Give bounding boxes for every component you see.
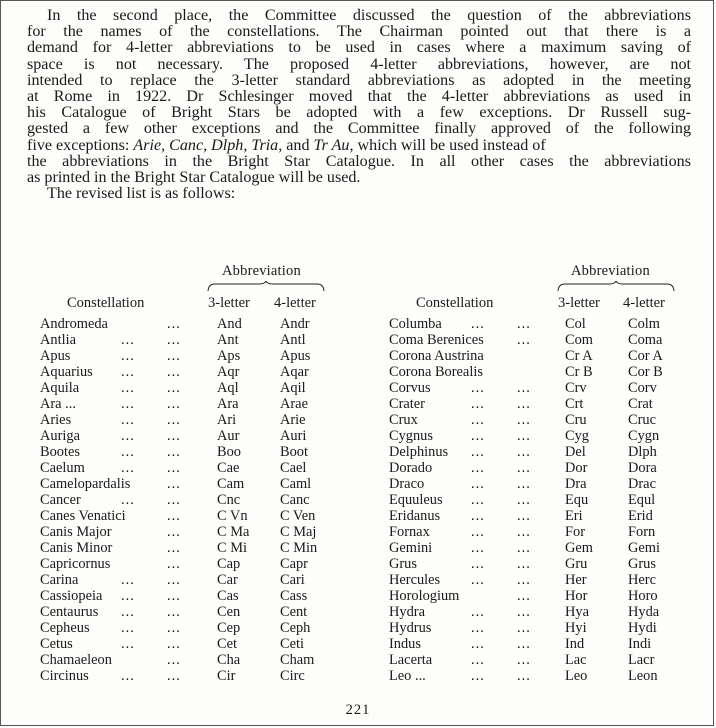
leader-dots: ... — [167, 396, 181, 412]
text-line: as printed in the Bright Star Catalogue will be used. — [27, 169, 361, 187]
leader-dots: ... — [517, 652, 531, 668]
four-letter-abbr: Forn — [628, 524, 656, 540]
leader-dots: ... — [471, 428, 485, 444]
leader-dots: ... — [471, 540, 485, 556]
constellation-name: Grus — [389, 556, 417, 572]
leader-dots: ... — [517, 668, 531, 684]
constellation-name: Caelum — [40, 460, 85, 476]
three-letter-abbr: Car — [217, 572, 238, 588]
leader-dots: ... — [167, 364, 181, 380]
constellation-name: Corona Borealis — [389, 364, 483, 380]
table-row — [351, 620, 715, 636]
leader-dots: ... — [167, 620, 181, 636]
three-letter-abbr: Cae — [217, 460, 240, 476]
leader-dots: ... — [121, 572, 135, 588]
three-letter-abbr: C Vn — [217, 508, 248, 524]
four-letter-abbr: Cor A — [628, 348, 663, 364]
leader-dots: ... — [471, 668, 485, 684]
constellation-name: Ara ... — [40, 396, 76, 412]
table-row — [351, 460, 715, 476]
three-letter-abbr: Cam — [217, 476, 245, 492]
constellation-name: Equuleus — [389, 492, 443, 508]
four-letter-abbr: Dora — [628, 460, 657, 476]
three-letter-abbr: Boo — [217, 444, 241, 460]
leader-dots: ... — [517, 428, 531, 444]
table-row — [1, 460, 351, 476]
three-letter-abbr: Hya — [565, 604, 589, 620]
three-letter-abbr: Eri — [565, 508, 583, 524]
four-letter-abbr: Hydi — [628, 620, 657, 636]
four-letter-abbr: Colm — [628, 316, 660, 332]
constellation-name: Canes Venatici — [40, 508, 126, 524]
three-letter-abbr: Col — [565, 316, 586, 332]
leader-dots: ... — [517, 620, 531, 636]
four-letter-abbr: Ceti — [280, 636, 304, 652]
table-row — [351, 636, 715, 652]
constellation-name: Circinus — [40, 668, 89, 684]
constellation-name: Lacerta — [389, 652, 433, 668]
table-row — [1, 444, 351, 460]
three-letter-abbr: Crt — [565, 396, 584, 412]
three-letter-abbr: Cnc — [217, 492, 241, 508]
four-letter-abbr: Leon — [628, 668, 658, 684]
four-letter-header-right: 4-letter — [623, 295, 665, 311]
table-row — [1, 668, 351, 684]
constellation-name: Hydra — [389, 604, 425, 620]
three-letter-abbr: Com — [565, 332, 593, 348]
text-line: intended to replace the 3-letter standard abbreviations as adopted in the meeting — [27, 71, 691, 89]
abbreviation-header-right: Abbreviation — [571, 263, 650, 279]
leader-dots: ... — [121, 412, 135, 428]
leader-dots: ... — [167, 476, 181, 492]
constellation-name: Auriga — [40, 428, 80, 444]
leader-dots: ... — [167, 572, 181, 588]
table-row — [1, 636, 351, 652]
leader-dots: ... — [167, 556, 181, 572]
table-row — [351, 364, 715, 380]
brace-left — [207, 281, 325, 291]
text-line: In the second place, the Committee discussed the question of the abbreviations — [47, 7, 691, 24]
leader-dots: ... — [167, 604, 181, 620]
three-letter-abbr: Hyi — [565, 620, 587, 636]
three-letter-abbr: Crv — [565, 380, 587, 396]
table-row — [351, 316, 715, 332]
table-row — [1, 572, 351, 588]
leader-dots: ... — [471, 636, 485, 652]
table-row — [1, 380, 351, 396]
table-row — [1, 332, 351, 348]
four-letter-abbr: Drac — [628, 476, 656, 492]
leader-dots: ... — [121, 332, 135, 348]
four-letter-abbr: Gemi — [628, 540, 660, 556]
constellation-name: Crater — [389, 396, 425, 412]
leader-dots: ... — [471, 508, 485, 524]
three-letter-abbr: Aqr — [217, 364, 240, 380]
four-letter-abbr: Horo — [628, 588, 658, 604]
text-line: space is not necessary. The proposed 4-letter abbreviations, however, are not — [27, 55, 691, 73]
constellation-name: Cygnus — [389, 428, 433, 444]
table-row — [351, 412, 715, 428]
constellation-name: Draco — [389, 476, 425, 492]
four-letter-abbr: Arae — [280, 396, 308, 412]
table-row — [351, 492, 715, 508]
three-letter-abbr: Cr A — [565, 348, 593, 364]
table-row — [351, 396, 715, 412]
three-letter-abbr: Cen — [217, 604, 241, 620]
leader-dots: ... — [517, 524, 531, 540]
constellation-name: Coma Berenices — [389, 332, 484, 348]
leader-dots: ... — [167, 428, 181, 444]
leader-dots: ... — [121, 396, 135, 412]
leader-dots: ... — [121, 588, 135, 604]
leader-dots: ... — [517, 444, 531, 460]
leader-dots: ... — [121, 668, 135, 684]
leader-dots: ... — [167, 524, 181, 540]
four-letter-abbr: Cent — [280, 604, 308, 620]
leader-dots: ... — [517, 476, 531, 492]
constellation-name: Eridanus — [389, 508, 441, 524]
four-letter-abbr: Cael — [280, 460, 307, 476]
four-letter-abbr: Andr — [280, 316, 310, 332]
leader-dots: ... — [517, 396, 531, 412]
constellation-name: Fornax — [389, 524, 430, 540]
table-row — [351, 556, 715, 572]
leader-dots: ... — [517, 380, 531, 396]
three-letter-abbr: Equ — [565, 492, 589, 508]
four-letter-abbr: Coma — [628, 332, 663, 348]
constellation-name: Indus — [389, 636, 421, 652]
table-row — [351, 428, 715, 444]
four-letter-abbr: Cygn — [628, 428, 660, 444]
text-line: demand for 4-letter abbreviations to be used in cases where a maximum saving of — [27, 39, 691, 57]
four-letter-abbr: Cass — [280, 588, 308, 604]
leader-dots: ... — [517, 332, 531, 348]
three-letter-abbr: Ara — [217, 396, 239, 412]
three-letter-abbr: For — [565, 524, 585, 540]
constellation-name: Corona Austrina — [389, 348, 484, 364]
table-row — [351, 604, 715, 620]
four-letter-abbr: Lacr — [628, 652, 655, 668]
constellation-name: Aries — [40, 412, 72, 428]
leader-dots: ... — [167, 380, 181, 396]
four-letter-abbr: Capr — [280, 556, 308, 572]
four-letter-abbr: Caml — [280, 476, 312, 492]
constellation-name: Carina — [40, 572, 79, 588]
three-letter-abbr: Cir — [217, 668, 236, 684]
table-row — [1, 428, 351, 444]
leader-dots: ... — [471, 444, 485, 460]
constellation-name: Apus — [40, 348, 71, 364]
table-row — [351, 588, 715, 604]
four-letter-abbr: Dlph — [628, 444, 657, 460]
constellation-name: Aquila — [40, 380, 80, 396]
constellation-name: Crux — [389, 412, 418, 428]
table-row — [1, 396, 351, 412]
constellation-table-right — [351, 316, 715, 684]
table-row — [351, 444, 715, 460]
text-fragment: five exceptions: — [27, 136, 134, 154]
leader-dots: ... — [517, 572, 531, 588]
leader-dots: ... — [471, 620, 485, 636]
leader-dots: ... — [121, 348, 135, 364]
three-letter-abbr: Cru — [565, 412, 587, 428]
three-letter-abbr: Her — [565, 572, 587, 588]
leader-dots: ... — [517, 508, 531, 524]
leader-dots: ... — [167, 588, 181, 604]
three-letter-abbr: Cet — [217, 636, 237, 652]
constellation-name: Leo ... — [389, 668, 426, 684]
constellation-name: Cetus — [40, 636, 73, 652]
leader-dots: ... — [121, 636, 135, 652]
leader-dots: ... — [471, 572, 485, 588]
three-letter-abbr: Dor — [565, 460, 588, 476]
three-letter-abbr: Ind — [565, 636, 585, 652]
leader-dots: ... — [121, 460, 135, 476]
four-letter-abbr: Grus — [628, 556, 656, 572]
constellation-name: Horologium — [389, 588, 460, 604]
four-letter-abbr: Cham — [280, 652, 315, 668]
text-line-exceptions — [27, 138, 691, 154]
four-letter-abbr: C Ven — [280, 508, 316, 524]
leader-dots: ... — [121, 444, 135, 460]
constellation-header-right: Constellation — [416, 295, 494, 311]
revised-intro: The revised list is as follows: — [47, 185, 236, 203]
constellation-name: Cepheus — [40, 620, 90, 636]
three-letter-abbr: Cyg — [565, 428, 589, 444]
leader-dots: ... — [517, 604, 531, 620]
constellation-name: Corvus — [389, 380, 431, 396]
leader-dots: ... — [517, 460, 531, 476]
table-row — [1, 588, 351, 604]
leader-dots: ... — [471, 476, 485, 492]
constellation-name: Canis Major — [40, 524, 112, 540]
four-letter-abbr: Erid — [628, 508, 653, 524]
four-letter-abbr: Cruc — [628, 412, 656, 428]
table-row — [351, 652, 715, 668]
leader-dots: ... — [121, 604, 135, 620]
constellation-name: Antlia — [40, 332, 76, 348]
table-row — [351, 476, 715, 492]
constellation-name: Bootes — [40, 444, 80, 460]
table-row — [351, 524, 715, 540]
four-letter-abbr: C Maj — [280, 524, 317, 540]
three-letter-abbr: Gru — [565, 556, 588, 572]
table-row — [1, 540, 351, 556]
leader-dots: ... — [167, 508, 181, 524]
four-letter-abbr: Circ — [280, 668, 305, 684]
leader-dots: ... — [121, 492, 135, 508]
three-letter-abbr: Ant — [217, 332, 239, 348]
leader-dots: ... — [517, 556, 531, 572]
four-letter-abbr: Indi — [628, 636, 652, 652]
body-paragraph — [27, 8, 691, 202]
text-line: the abbreviations in the Bright Star Catalogue. In all other cases the abbreviations — [27, 152, 691, 170]
table-row — [1, 492, 351, 508]
leader-dots: ... — [167, 540, 181, 556]
three-letter-abbr: Cep — [217, 620, 241, 636]
constellation-name: Canis Minor — [40, 540, 113, 556]
leader-dots: ... — [121, 380, 135, 396]
constellation-name: Gemini — [389, 540, 433, 556]
text-line: his Catalogue of Bright Stars be adopted with a few exceptions. Dr Russell sug- — [27, 104, 691, 122]
text-line: for the names of the constellations. The Chairman pointed out that there is a — [27, 23, 691, 41]
table-row — [351, 572, 715, 588]
leader-dots: ... — [471, 652, 485, 668]
constellation-name: Hydrus — [389, 620, 432, 636]
leader-dots: ... — [167, 444, 181, 460]
table-row — [1, 652, 351, 668]
three-letter-abbr: Aur — [217, 428, 240, 444]
leader-dots: ... — [167, 316, 181, 332]
four-letter-abbr: Ceph — [280, 620, 311, 636]
leader-dots: ... — [471, 524, 485, 540]
three-letter-abbr: Leo — [565, 668, 588, 684]
four-letter-abbr: Cari — [280, 572, 305, 588]
table-row — [1, 316, 351, 332]
constellation-header-left: Constellation — [67, 295, 145, 311]
four-letter-abbr: Cor B — [628, 364, 663, 380]
table-row — [351, 668, 715, 684]
four-letter-abbr: Antl — [280, 332, 306, 348]
table-row — [1, 556, 351, 572]
abbreviation-header-left: Abbreviation — [222, 263, 301, 279]
four-letter-header-left: 4-letter — [274, 295, 316, 311]
four-letter-abbr: Aqil — [280, 380, 306, 396]
table-row — [351, 508, 715, 524]
leader-dots: ... — [471, 556, 485, 572]
leader-dots: ... — [121, 620, 135, 636]
text-fragment: , which will be used instead of — [349, 136, 546, 154]
four-letter-abbr: Arie — [280, 412, 306, 428]
constellation-name: Chamaeleon — [40, 652, 112, 668]
leader-dots: ... — [167, 652, 181, 668]
four-letter-abbr: Crat — [628, 396, 653, 412]
constellation-name: Cancer — [40, 492, 81, 508]
four-letter-abbr: Apus — [280, 348, 311, 364]
leader-dots: ... — [167, 332, 181, 348]
constellation-name: Aquarius — [40, 364, 93, 380]
three-letter-abbr: C Mi — [217, 540, 247, 556]
three-letter-header-right: 3-letter — [558, 295, 600, 311]
four-letter-abbr: Aqar — [280, 364, 309, 380]
leader-dots: ... — [471, 396, 485, 412]
constellation-table-left — [1, 316, 351, 684]
table-row — [1, 620, 351, 636]
leader-dots: ... — [517, 412, 531, 428]
three-letter-header-left: 3-letter — [208, 295, 250, 311]
leader-dots: ... — [517, 540, 531, 556]
leader-dots: ... — [517, 588, 531, 604]
four-letter-abbr: Boot — [280, 444, 308, 460]
table-row — [1, 508, 351, 524]
four-letter-abbr: Canc — [280, 492, 310, 508]
table-row — [351, 540, 715, 556]
leader-dots: ... — [121, 364, 135, 380]
four-letter-abbr: Herc — [628, 572, 656, 588]
four-letter-abbr: C Min — [280, 540, 318, 556]
leader-dots: ... — [471, 380, 485, 396]
three-letter-abbr: And — [217, 316, 242, 332]
constellation-name: Centaurus — [40, 604, 99, 620]
constellation-name: Columba — [389, 316, 442, 332]
three-letter-abbr: Aql — [217, 380, 239, 396]
leader-dots: ... — [517, 492, 531, 508]
table-row — [1, 348, 351, 364]
leader-dots: ... — [471, 604, 485, 620]
leader-dots: ... — [167, 492, 181, 508]
three-letter-abbr: C Ma — [217, 524, 250, 540]
constellation-name: Dorado — [389, 460, 433, 476]
leader-dots: ... — [167, 460, 181, 476]
constellation-name: Camelopardalis — [40, 476, 131, 492]
constellation-name: Capricornus — [40, 556, 111, 572]
table-row — [1, 412, 351, 428]
text-fragment: and — [282, 136, 314, 154]
table-row — [1, 364, 351, 380]
leader-dots: ... — [167, 636, 181, 652]
table-row — [1, 604, 351, 620]
three-letter-abbr: Gem — [565, 540, 593, 556]
three-letter-abbr: Cap — [217, 556, 241, 572]
leader-dots: ... — [471, 412, 485, 428]
three-letter-abbr: Dra — [565, 476, 587, 492]
leader-dots: ... — [167, 412, 181, 428]
leader-dots: ... — [167, 348, 181, 364]
three-letter-abbr: Cha — [217, 652, 241, 668]
leader-dots: ... — [121, 428, 135, 444]
constellation-name: Delphinus — [389, 444, 449, 460]
table-row — [1, 476, 351, 492]
three-letter-abbr: Aps — [217, 348, 241, 364]
three-letter-abbr: Cr B — [565, 364, 593, 380]
table-row — [351, 348, 715, 364]
three-letter-abbr: Cas — [217, 588, 239, 604]
exceptions-italic-last: Tr Au — [313, 136, 350, 154]
leader-dots: ... — [471, 492, 485, 508]
leader-dots: ... — [471, 316, 485, 332]
exceptions-italic: Arie, Canc, Dlph, Tria, — [133, 136, 283, 154]
text-line: at Rome in 1922. Dr Schlesinger moved that the 4-letter abbreviations as used in — [27, 88, 691, 106]
leader-dots: ... — [517, 316, 531, 332]
four-letter-abbr: Hyda — [628, 604, 660, 620]
page-number: 221 — [345, 702, 371, 718]
three-letter-abbr: Ari — [217, 412, 237, 428]
text-line: gested a few other exceptions and the Committee finally approved of the following — [27, 120, 691, 138]
table-row — [1, 524, 351, 540]
three-letter-abbr: Del — [565, 444, 586, 460]
four-letter-abbr: Equl — [628, 492, 656, 508]
leader-dots: ... — [167, 668, 181, 684]
four-letter-abbr: Corv — [628, 380, 657, 396]
table-row — [351, 332, 715, 348]
leader-dots: ... — [517, 636, 531, 652]
three-letter-abbr: Hor — [565, 588, 588, 604]
constellation-name: Andromeda — [40, 316, 108, 332]
table-row — [351, 380, 715, 396]
three-letter-abbr: Lac — [565, 652, 587, 668]
constellation-name: Hercules — [389, 572, 441, 588]
brace-right — [557, 281, 675, 291]
leader-dots: ... — [471, 460, 485, 476]
constellation-name: Cassiopeia — [40, 588, 103, 604]
four-letter-abbr: Auri — [280, 428, 307, 444]
